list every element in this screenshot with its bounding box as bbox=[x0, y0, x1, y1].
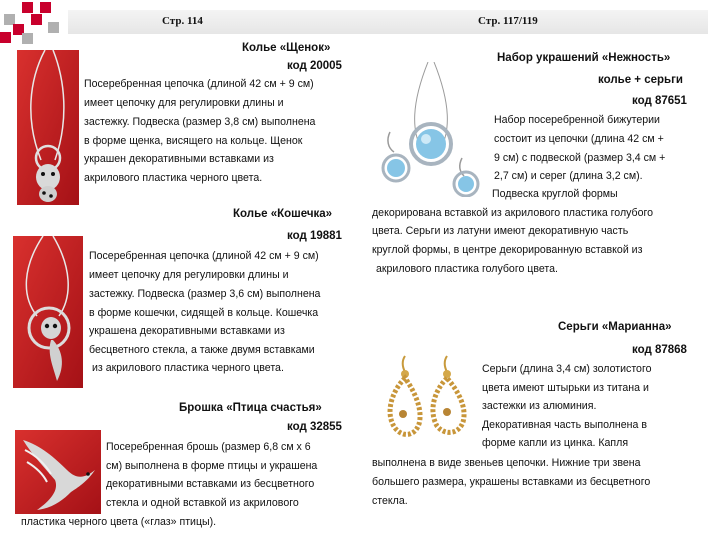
product-title: Колье «Кошечка» bbox=[233, 208, 333, 220]
product-desc-line: бесцветного стекла, а также двумя вставками bbox=[89, 344, 315, 356]
product-subtitle: колье + серьги bbox=[598, 74, 683, 86]
product-desc-line: выполнена в виде звеньев цепочки. Нижние три звена bbox=[372, 457, 641, 469]
product-desc-line: состоит из цепочки (длина 42 см + bbox=[494, 133, 664, 145]
product-code: код 87868 bbox=[632, 344, 687, 356]
product-desc-line: Подвеска круглой формы bbox=[492, 188, 618, 200]
product-desc-line: застежки из алюминия. bbox=[482, 400, 597, 412]
product-desc-line: Набор посеребренной бижутерии bbox=[494, 114, 660, 126]
product-desc-line: стекла. bbox=[372, 495, 408, 507]
product-desc-line: цвета. Серьги из латуни имеют декоративную часть bbox=[372, 225, 629, 237]
product-code: код 19881 bbox=[287, 230, 342, 242]
product-desc-line: стекла и одной вставкой из акрилового bbox=[106, 497, 299, 509]
product-desc-line: декоративными вставками из бесцветного bbox=[106, 478, 315, 490]
product-title: Набор украшений «Нежность» bbox=[497, 52, 671, 64]
tenderness-set-photo bbox=[372, 62, 490, 197]
product-desc-line: Посеребренная цепочка (длиной 42 см + 9 см) bbox=[89, 250, 319, 262]
product-desc-line: 9 см) с подвеской (размер 3,4 см + bbox=[494, 152, 666, 164]
product-code: код 87651 bbox=[632, 95, 687, 107]
product-title: Серьги «Марианна» bbox=[558, 321, 672, 333]
product-desc-line: форме капли из цинка. Капля bbox=[482, 437, 629, 449]
product-desc-line: имеет цепочку для регулировки длины и bbox=[89, 269, 289, 281]
product-desc-line: в форме щенка, висящего на кольце. Щенок bbox=[84, 135, 303, 147]
product-desc-line: имеет цепочку для регулировки длины и bbox=[84, 97, 284, 109]
product-desc-line: Посеребренная цепочка (длиной 42 см + 9 см) bbox=[84, 78, 314, 90]
product-desc-line: застежку. Подвеска (размер 3,8 см) выполнена bbox=[84, 116, 316, 128]
marianna-earrings-photo bbox=[373, 352, 479, 448]
product-desc-line: пластика черного цвета («глаз» птицы). bbox=[21, 516, 217, 528]
product-desc-line: украшена декоративными вставками из bbox=[89, 325, 285, 337]
product-desc-line: из акрилового пластика черного цвета. bbox=[92, 362, 284, 374]
product-code: код 32855 bbox=[287, 421, 342, 433]
product-desc-line: в форме кошечки, сидящей в кольце. Кошечка bbox=[89, 307, 319, 319]
product-desc-line: акрилового пластика черного цвета. bbox=[84, 172, 263, 184]
product-title: Брошка «Птица счастья» bbox=[179, 402, 322, 414]
product-desc-line: цвета имеют штырьки из титана и bbox=[482, 382, 649, 394]
product-desc-line: большего размера, украшены вставками из бесцветного bbox=[372, 476, 651, 488]
product-title: Колье «Щенок» bbox=[242, 42, 331, 54]
product-desc-line: см) выполнена в форме птицы и украшена bbox=[106, 460, 318, 472]
product-desc-line: Серьги (длина 3,4 см) золотистого bbox=[482, 363, 652, 375]
product-desc-line: украшен декоративными вставками из bbox=[84, 153, 274, 165]
left-page-ref: Стр. 114 bbox=[162, 15, 203, 27]
product-desc-line: застежку. Подвеска (размер 3,6 см) выполнена bbox=[89, 288, 321, 300]
product-desc-line: акрилового пластика голубого цвета. bbox=[376, 263, 558, 275]
product-desc-line: Декоративная часть выполнена в bbox=[482, 419, 647, 431]
cat-necklace-photo bbox=[13, 236, 83, 388]
bird-brooch-photo bbox=[15, 430, 101, 514]
product-desc-line: Посеребренная брошь (размер 6,8 см х 6 bbox=[106, 441, 311, 453]
product-code: код 20005 bbox=[287, 60, 342, 72]
right-page-ref: Стр. 117/119 bbox=[478, 15, 538, 27]
corner-squares-decoration bbox=[0, 0, 70, 45]
product-desc-line: декорирована вставкой из акрилового пластика голубого bbox=[372, 207, 654, 219]
product-desc-line: 2,7 см) и серег (длина 3,2 см). bbox=[494, 170, 643, 182]
puppy-necklace-photo bbox=[17, 50, 79, 205]
product-desc-line: круглой формы, в центре декорированную вставкой из bbox=[372, 244, 643, 256]
